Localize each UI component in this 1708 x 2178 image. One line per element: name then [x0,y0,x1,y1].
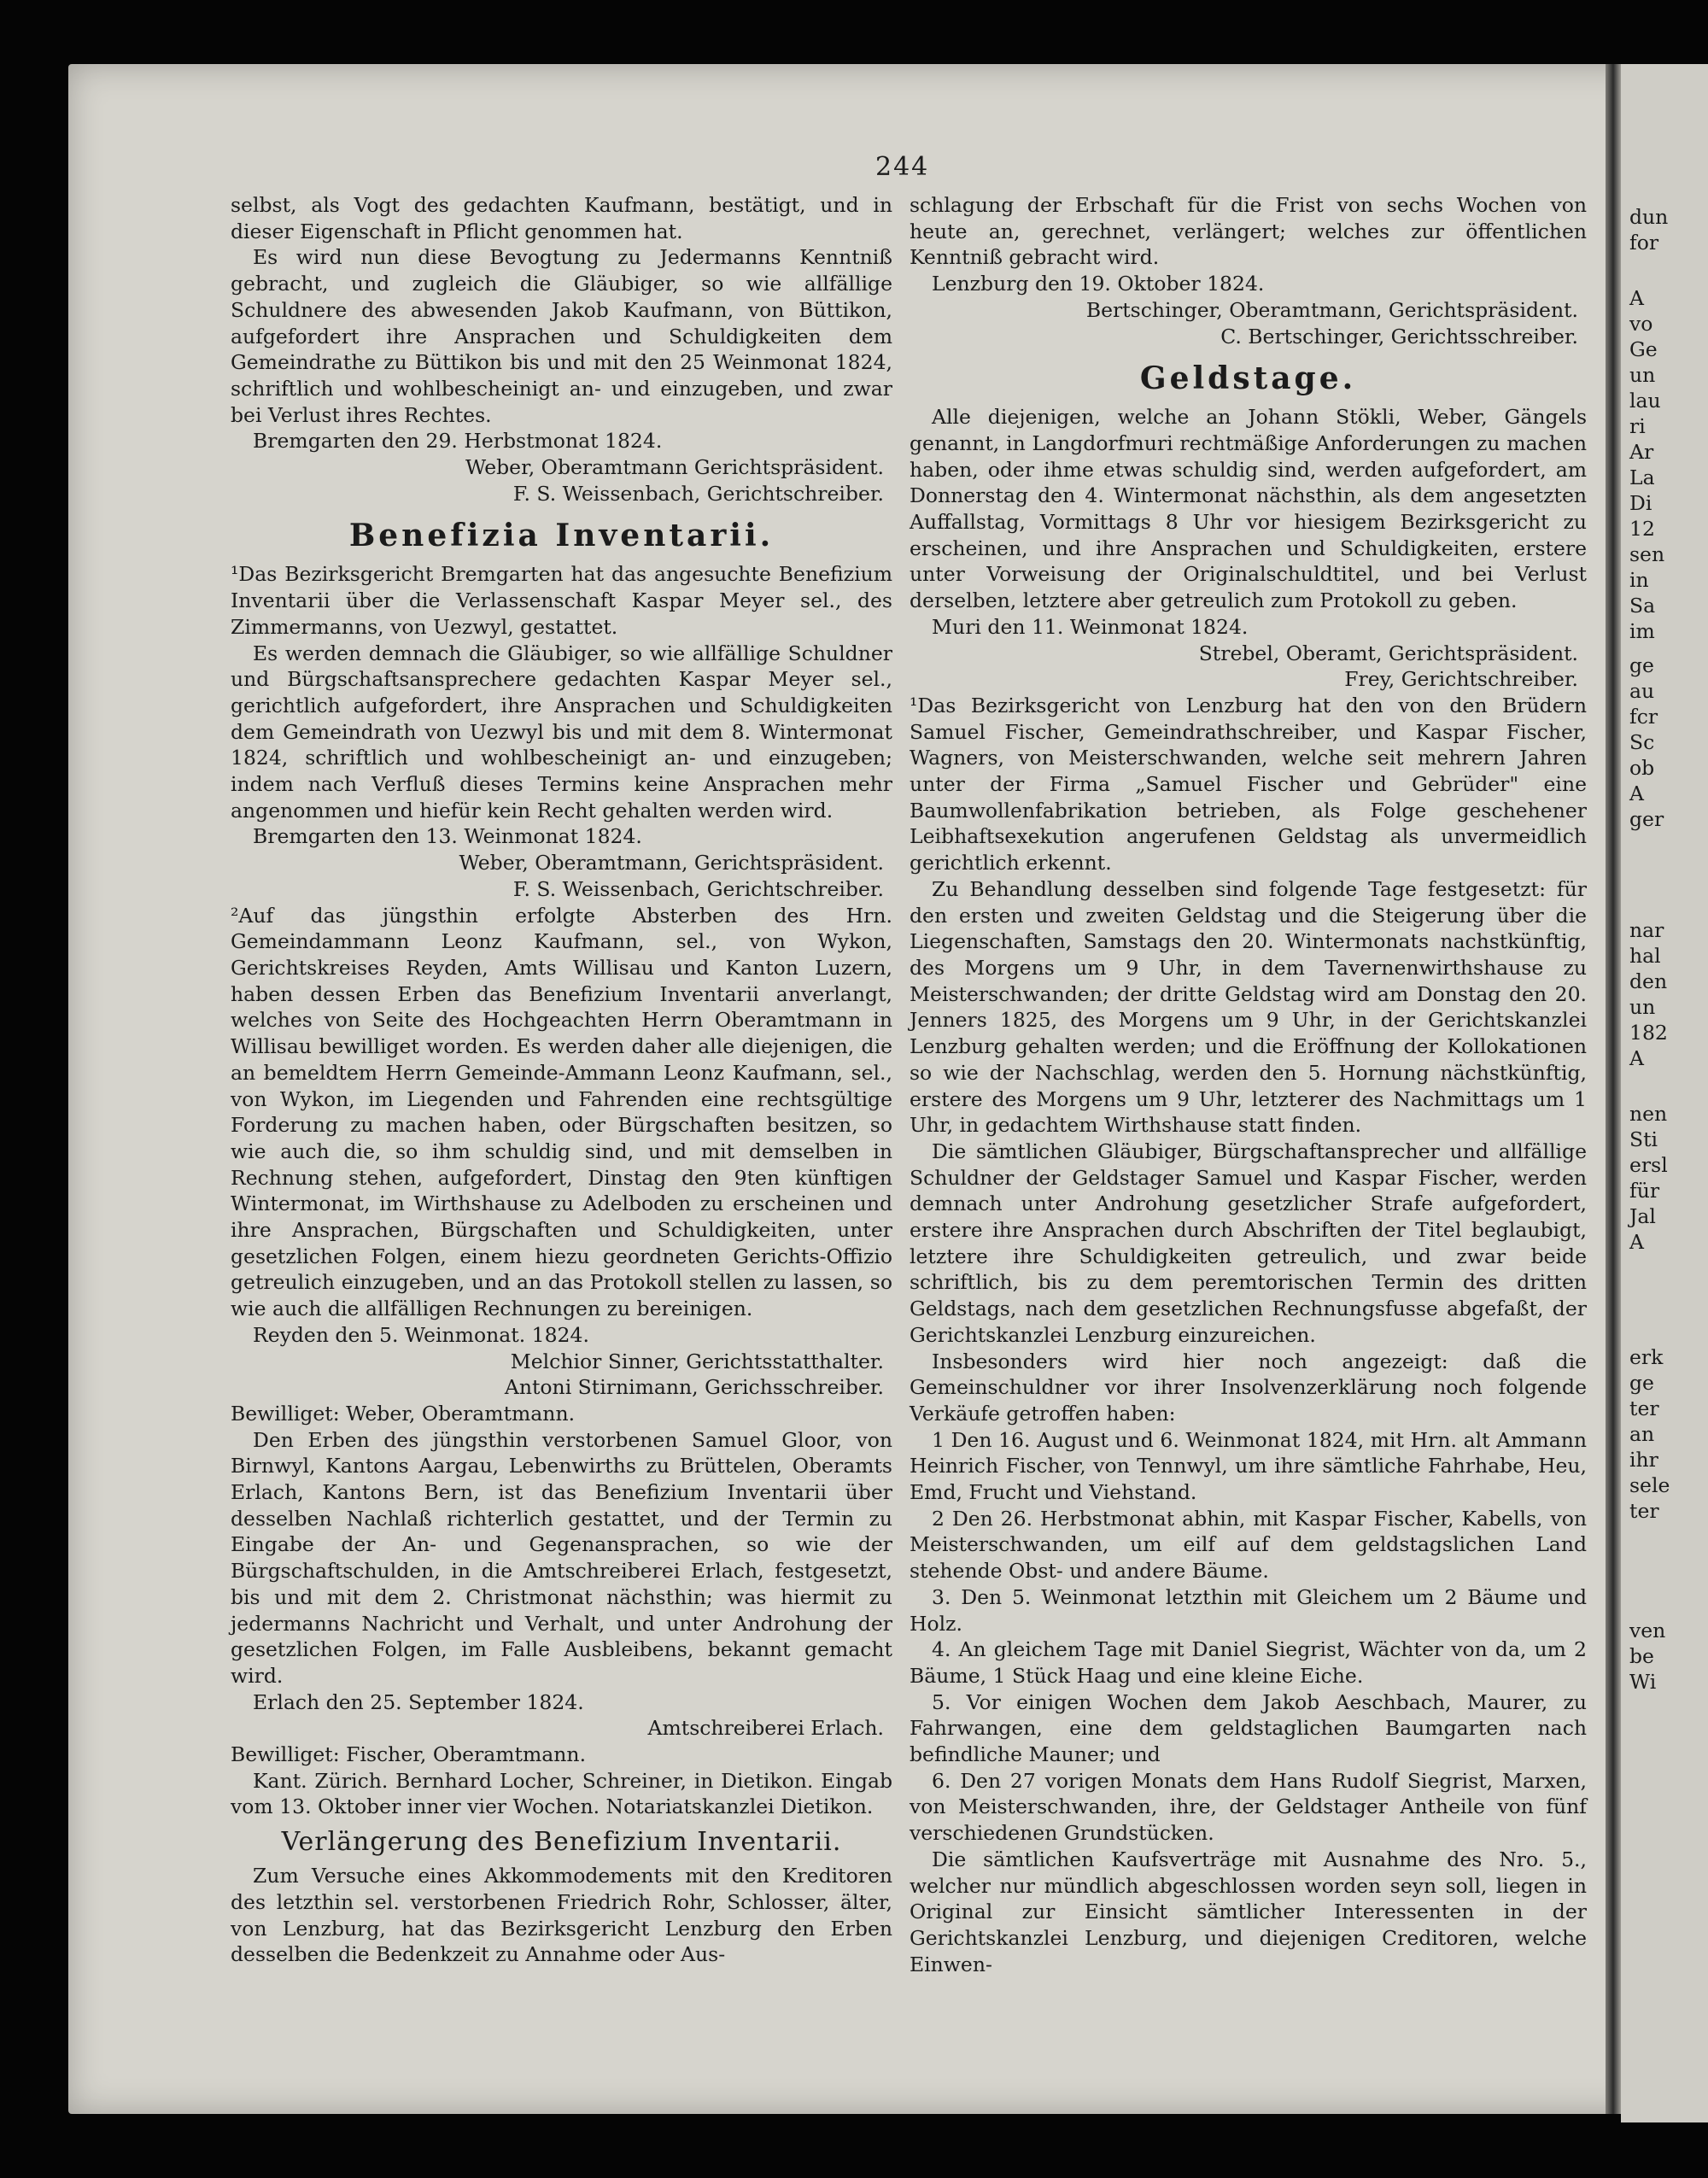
next-page-fragment: Di [1629,491,1652,515]
next-page-fragment: nen [1629,1102,1668,1126]
next-page-fragment: in [1629,568,1649,592]
next-page-fragment: un [1629,363,1656,387]
list-item: 6. Den 27 vorigen Monats dem Hans Rudolf Siegrist, Marxen, von Meisterschwanden, ihre, der Geldstager Antheile von fünf verschiedenen Grundstücken. [910,1768,1587,1846]
next-page-fragment: Sti [1629,1127,1658,1151]
next-page-fragment: A [1629,782,1644,805]
next-page-fragment: ge [1629,653,1654,677]
next-page-fragment: Sc [1629,730,1655,754]
next-page-fragment: an [1629,1422,1655,1446]
next-page-fragment: ter [1629,1499,1659,1523]
dateline: Erlach den 25. September 1824. [253,1689,584,1714]
signature: Antoni Stirnimann, Gerichsschreiber. [504,1375,884,1400]
next-page-fragment: ge [1629,1371,1654,1395]
list-item: 2 Den 26. Herbstmonat abhin, mit Kaspar Fischer, Kabells, von Meisterschwanden, um eilf auf dem geldstagslichen Land stehende Obst- und andere Bäume. [910,1506,1587,1584]
next-page-fragment: A [1629,1046,1644,1070]
next-page-fragment: lau [1629,389,1661,413]
paragraph: Zum Versuche eines Akkommodements mit den Kreditoren des letzthin sel. verstorbenen Friedrich Rohr, Schlosser, älter, von Lenzburg, hat das Bezirksgericht Lenzburg den Erben desselben die Bedenkzeit zu Annahme oder Aus- [231,1864,892,1967]
next-page-fragment: für [1629,1179,1660,1203]
page-gutter [1606,64,1621,2114]
dateline: Reyden den 5. Weinmonat. 1824. [253,1322,589,1347]
next-page-fragment: Wi [1629,1670,1657,1694]
next-page-fragment: Jal [1629,1204,1656,1228]
dateline: Bremgarten den 29. Herbstmonat 1824. [253,429,663,454]
next-page-fragment: ven [1629,1619,1666,1642]
next-page-fragment: ihr [1629,1448,1658,1472]
next-page-fragment: La [1629,465,1655,489]
signature: Strebel, Oberamt, Gerichtspräsident. [1198,641,1578,665]
next-page-fragment: sele [1629,1473,1670,1497]
next-page-fragment: ersl [1629,1153,1668,1177]
signature: Weber, Oberamtmann Gerichtspräsident. [465,455,884,480]
next-page-fragment: for [1629,231,1659,255]
next-page-edge [1621,64,1708,2122]
next-page-fragment: im [1629,619,1655,643]
list-item: 4. An gleichem Tage mit Daniel Siegrist, Wächter von da, um 2 Bäume, 1 Stück Haag und eine kleine Eiche. [910,1637,1587,1688]
next-page-fragment: ob [1629,756,1655,780]
next-page-fragment: 182 [1629,1021,1668,1045]
paragraph: Insbesonders wird hier noch angezeigt: daß die Gemeinschuldner vor ihrer Insolvenzerklärung noch folgende Verkäufe getroffen haben: [910,1349,1587,1426]
dateline: Lenzburg den 19. Oktober 1824. [932,272,1265,296]
next-page-fragment: nar [1629,918,1664,942]
paragraph: Kant. Zürich. Bernhard Locher, Schreiner, in Dietikon. Eingab vom 13. Oktober inner vier Wochen. Notariatskanzlei Dietikon. [231,1768,892,1819]
next-page-fragment: be [1629,1644,1654,1668]
approval-line: Bewilliget: Fischer, Oberamtmann. [231,1742,587,1767]
signature: Amtschreiberei Erlach. [647,1716,884,1741]
paragraph: ¹Das Bezirksgericht Bremgarten hat das angesuchte Benefizium Inventarii über die Verlassenschaft Kaspar Meyer sel., des Zimmermanns, von Uezwyl, gestattet. [231,562,892,639]
next-page-fragment: Ge [1629,337,1658,361]
paragraph: Es wird nun diese Bevogtung zu Jedermanns Kenntniß gebracht, und zugleich die Gläubiger, so wie allfällige Schuldnere des abwesenden Jakob Kaufmann, von Büttikon, aufgefordert ihre Ansprachen und Schuldigkeiten dem Gemeindrathe zu Büttikon bis und mit den 25 Weinmonat 1824, schriftlich und wohlbescheinigt an- und einzugeben, und zwar bei Verlust ihres Rechtes. [231,245,892,427]
next-page-fragment: A [1629,286,1644,310]
paragraph: Alle diejenigen, welche an Johann Stökli, Weber, Gängels genannt, in Langdorfmuri rechtmäßige Anforderungen zu machen haben, oder ihme etwas schuldig sind, werden aufgefordert, am Donnerstag den 4. Wintermonat nächsthin, als dem angesetzten Auffallstag, Vormittags 8 Uhr vor hiesigem Bezirksgericht zu erscheinen, und ihre Ansprachen und Schuldigkeiten, erstere unter Vorweisung der Originalschuldtitel, und bei Verlust derselben, letztere aber getreulich zum Protokoll zu geben. [910,405,1587,613]
paragraph: Die sämtlichen Kaufsverträge mit Ausnahme des Nro. 5., welcher nur mündlich abgeschlossen worden seyn soll, liegen in Original zur Einsicht sämtlicher Interessenten in der Gerichtskanzlei Lenzburg, und diejenigen Creditoren, welche Einwen- [910,1847,1587,1976]
next-page-fragment: 12 [1629,517,1655,541]
signature: F. S. Weissenbach, Gerichtschreiber. [512,876,884,901]
next-page-fragment: au [1629,679,1655,703]
next-page-fragment: erk [1629,1345,1664,1369]
next-page-fragment: Sa [1629,594,1656,618]
paragraph: Den Erben des jüngsthin verstorbenen Samuel Gloor, von Birnwyl, Kantons Aargau, Lebenwirths zu Brüttelen, Oberamts Erlach, Kantons Bern, ist das Benefizium Inventarii über desselben Nachlaß richterlich gestattet, und der Termin zu Eingabe der An- und Gegenansprachen, so wie der Bürgschaftschulden, in die Amtschreiberei Erlach, festgesetzt, bis und mit dem 2. Christmonat nächsthin; was hiermit zu jedermanns Nachricht und Verhalt, und unter Androhung der gesetzlichen Folgen, im Falle Ausbleibens, bekannt gemacht wird. [231,1427,892,1688]
next-page-fragment: den [1629,969,1668,993]
signature: Frey, Gerichtschreiber. [1344,667,1578,692]
signature: Bertschinger, Oberamtmann, Gerichtspräsident. [1085,297,1578,322]
next-page-fragment: ter [1629,1396,1659,1420]
signature: C. Bertschinger, Gerichtsschreiber. [1220,324,1578,348]
signature: Weber, Oberamtmann, Gerichtspräsident. [459,851,884,875]
next-page-fragment: hal [1629,944,1661,968]
paragraph: selbst, als Vogt des gedachten Kaufmann, bestätigt, und in dieser Eigenschaft in Pflicht genommen hat. [231,193,892,243]
section-heading: Benefizia Inventarii. [348,518,775,554]
next-page-fragment: un [1629,995,1656,1019]
next-page-fragment: vo [1629,312,1653,336]
next-page-fragment: sen [1629,542,1665,566]
signature: Melchior Sinner, Gerichtsstatthalter. [510,1349,884,1373]
paragraph: Es werden demnach die Gläubiger, so wie allfällige Schuldner und Bürgschaftsansprechere gedachten Kaspar Meyer sel., gerichtlich aufgefordert, ihre Ansprachen und Schuldigkeiten dem Gemeindrath von Uezwyl bis und mit dem 8. Wintermonat 1824, schriftlich und wohlbescheinigt an- und einzugeben; indem nach Verfluß dieses Termins keine Ansprachen mehr angenommen und hiefür kein Recht gehalten werden wird. [231,641,892,823]
section-heading: Geldstage. [1139,360,1357,397]
paragraph: ²Auf das jüngsthin erfolgte Absterben des Hrn. Gemeindammann Leonz Kaufmann, sel., von Wykon, Gerichtskreises Reyden, Amts Willisau und Kanton Luzern, haben dessen Erben das Benefizium Inventarii anverlangt, welches von Seite des Hochgeachten Herrn Oberamtmann in Willisau bewilliget worden. Es werden daher alle diejenigen, die an bemeldtem Herrn Gemeinde-Ammann Leonz Kaufmann, sel., von Wykon, im Liegenden und Fahrenden eine rechtsgültige Forderung zu machen haben, oder Bürgschaften besitzen, so wie auch die, so ihm schuldig sind, und mit demselben in Rechnung stehen, aufgefordert, Dinstag den 9ten künftigen Wintermonat, im Wirthshause zu Adelboden zu erscheinen und ihre Ansprachen, Bürgschaften und Schuldigkeiten, unter gesetzlichen Folgen, einem hiezu geordneten Gerichts-Offizio getreulich einzugeben, und an das Protokoll stellen zu lassen, so wie auch die allfälligen Rechnungen zu bereinigen. [231,903,892,1321]
paragraph: ¹Das Bezirksgericht von Lenzburg hat den von den Brüdern Samuel Fischer, Gemeindrathschreiber, und Kaspar Fischer, Wagners, von Meisterschwanden, welche seit mehrern Jahren unter der Firma „Samuel Fischer und Gebrüder" eine Baumwollenfabrikation betrieben, als Folge geschehener Leibhaftsexekution angerufenen Geldstag als unvermeidlich gerichtlich erkennt. [910,693,1587,875]
paragraph: Die sämtlichen Gläubiger, Bürgschaftansprecher und allfällige Schuldner der Geldstager Samuel und Kaspar Fischer, werden demnach unter Androhung gesetzlicher Strafe aufgefordert, erstere ihre Ansprachen durch Abschriften der Titel beglaubigt, letztere ihre Schuldigkeiten getreulich, und zwar beide schriftlich, bis zu dem peremtorischen Termin des dritten Geldstags, nach dem gesetzlichen Rechnungsfusse abgefaßt, der Gerichtskanzlei Lenzburg einzureichen. [910,1139,1587,1347]
next-page-fragment: Ar [1629,440,1654,464]
next-page-fragment: A [1629,1230,1644,1254]
right-column [910,192,1587,1977]
list-item: 3. Den 5. Weinmonat letzthin mit Gleichem um 2 Bäume und Holz. [910,1584,1587,1636]
list-item: 1 Den 16. August und 6. Weinmonat 1824, mit Hrn. alt Ammann Heinrich Fischer, von Tennwyl, um ihre sämtliche Fahrhabe, Heu, Emd, Frucht und Viehstand. [910,1427,1587,1505]
left-column [231,192,892,1968]
next-page-fragment: fcr [1629,705,1658,729]
paragraph: schlagung der Erbschaft für die Frist von sechs Wochen von heute an, gerechnet, verlängert; welches zur öffentlichen Kenntniß gebracht wird. [910,193,1587,270]
section-heading: Verlängerung des Benefizium Inventarii. [281,1827,842,1858]
next-page-fragment: ger [1629,807,1664,831]
next-page-fragment: ri [1629,414,1646,438]
signature: F. S. Weissenbach, Gerichtschreiber. [512,481,884,506]
dateline: Bremgarten den 13. Weinmonat 1824. [253,824,642,849]
page-number: 244 [875,152,930,182]
list-item: 5. Vor einigen Wochen dem Jakob Aeschbach, Maurer, zu Fahrwangen, eine dem geldstaglichen Baumgarten nach befindliche Mauner; und [910,1689,1587,1767]
dateline: Muri den 11. Weinmonat 1824. [932,614,1249,639]
approval-line: Bewilliget: Weber, Oberamtmann. [231,1401,576,1426]
next-page-fragment: dun [1629,205,1669,229]
paragraph: Zu Behandlung desselben sind folgende Tage festgesetzt: für den ersten und zweiten Geldstag und die Steigerung über die Liegenschaften, Samstags den 20. Wintermonats nachstkünftig, des Morgens um 9 Uhr, in dem Tavernenwirthshause zu Meisterschwanden; der dritte Geldstag wird am Donstag den 20. Jenners 1825, des Morgens um 9 Uhr, in der Gerichtskanzlei Lenzburg gehalten werden; und die Eröffnung der Kollokationen so wie der Nachschlag, werden den 5. Hornung nächstkünftig, erstere des Morgens um 9 Uhr, letzterer des Nachmittags um 1 Uhr, in gedachtem Wirthshause statt finden. [910,876,1587,1138]
